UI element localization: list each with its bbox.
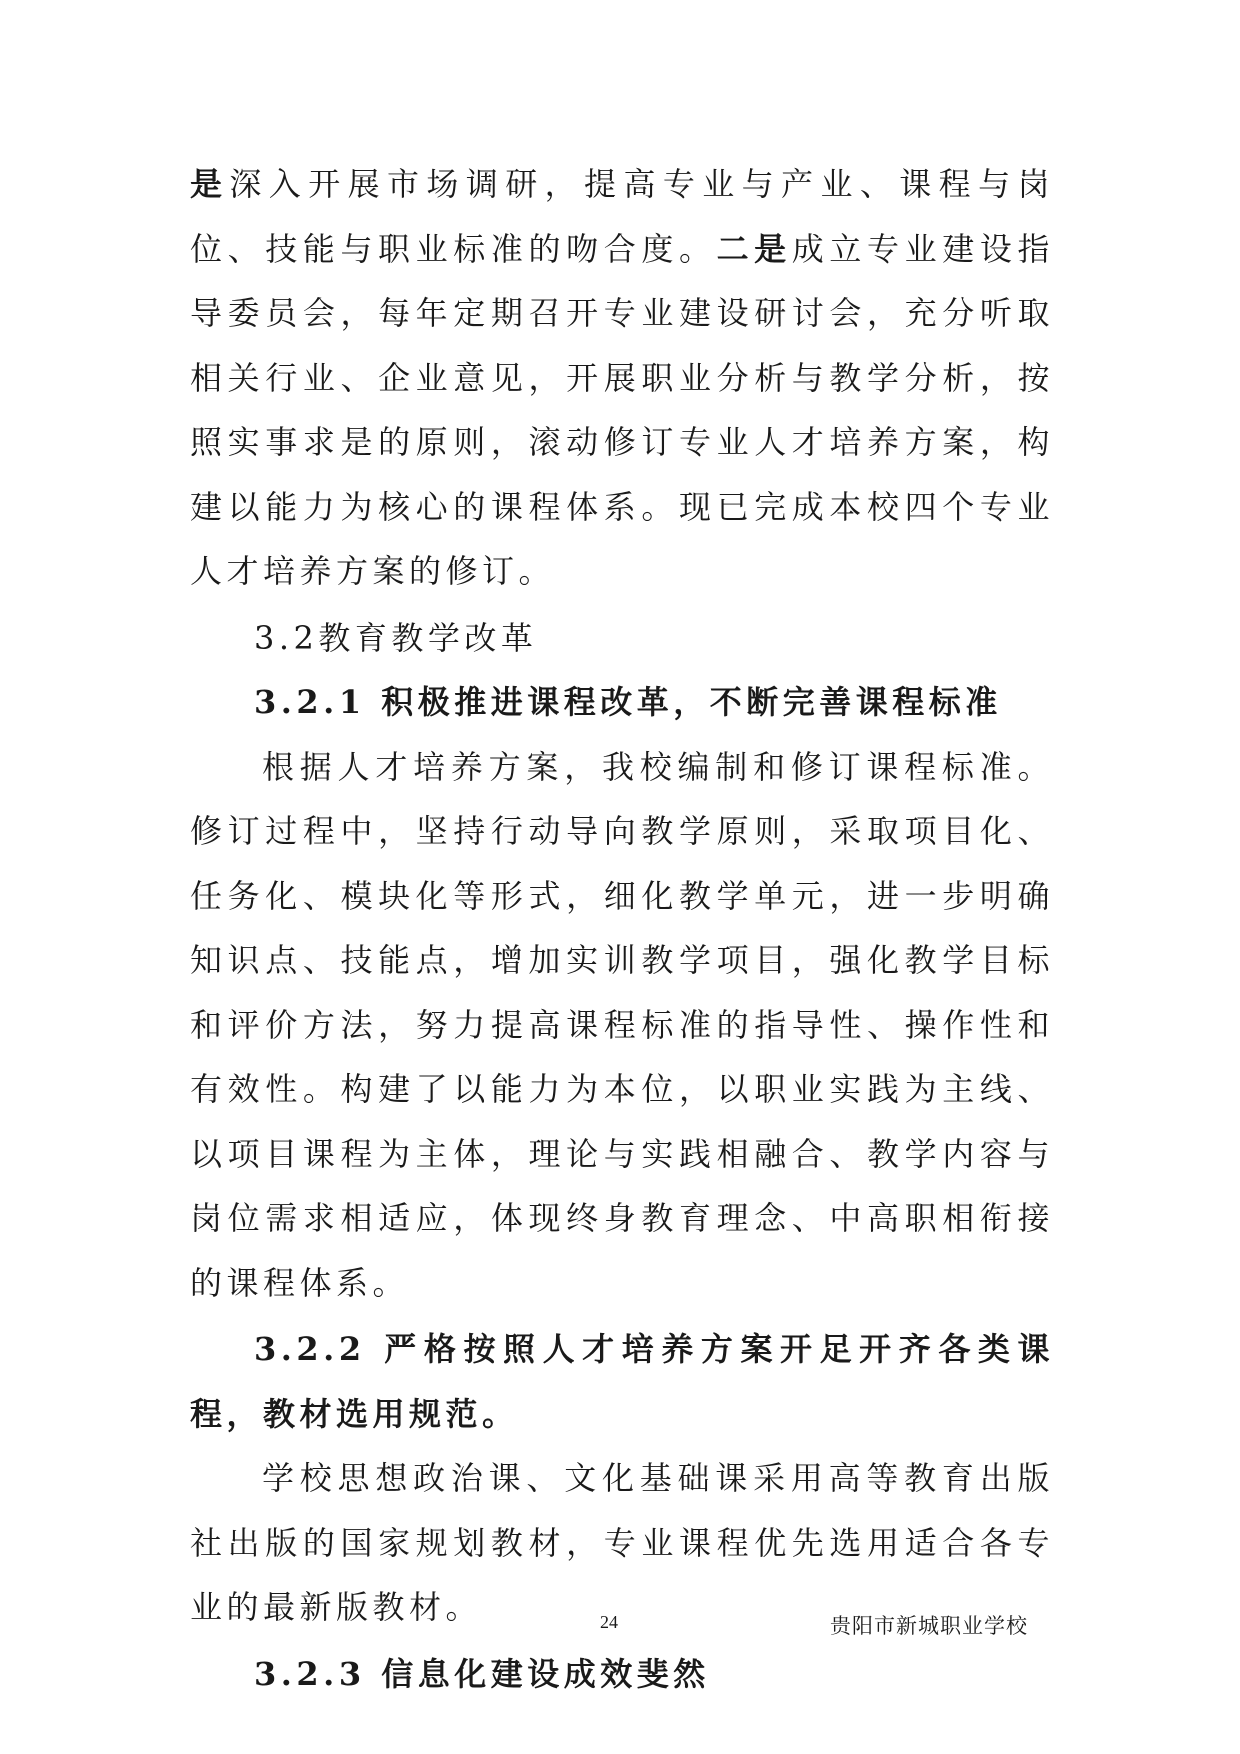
section-heading-3-2-3: 3.2.3 信息化建设成效斐然: [254, 1654, 710, 1693]
section-heading-3-2: 3.2教育教学改革: [254, 618, 538, 657]
section-heading-3-2-2: 3.2.2 严格按照人才培养方案开足开齐各类课程，教材选用规范。: [190, 1330, 1054, 1433]
paragraph-professional-construction: [190, 152, 1054, 604]
page-body: [190, 152, 1054, 1706]
footer-school-name: 贵阳市新城职业学校: [830, 1614, 1028, 1638]
paragraph-curriculum-reform: 根据人才培养方案，我校编制和修订课程标准。修订过程中，坚持行动导向教学原则，采取项目化、任务化、模块化等形式，细化教学单元，进一步明确知识点、技能点，增加实训教学项目，强化教学目标和评价方法，努力提高课程标准的指导性、操作性和有效性。构建了以能力为本位，以职业实践为主线、以项目课程为主体，理论与实践相融合、教学内容与岗位需求相适应，体现终身教育理念、中高职相衔接的课程体系。: [190, 747, 1054, 1302]
paragraph-text: 深入开展市场调研，提高专业与产业、课程与岗位、技能与职业标准的吻合度。: [190, 165, 1054, 268]
lead-marker-1: 是: [190, 165, 230, 203]
section-heading-3-2-1: 3.2.1 积极推进课程改革，不断完善课程标准: [254, 683, 1002, 721]
paragraph-text: 成立专业建设指导委员会，每年定期召开专业建设研讨会，充分听取相关行业、企业意见，开展职业分析与教学分析，按照实事求是的原则，滚动修订专业人才培养方案，构建以能力为核心的课程体系。现已完成本校四个专业人才培养方案的修订。: [190, 229, 1054, 590]
paragraph-textbooks: 学校思想政治课、文化基础课采用高等教育出版社出版的国家规划教材，专业课程优先选用适合各专业的最新版教材。: [190, 1459, 1054, 1626]
page-number: 24: [600, 1612, 618, 1632]
lead-marker-2: 二是: [716, 229, 792, 268]
